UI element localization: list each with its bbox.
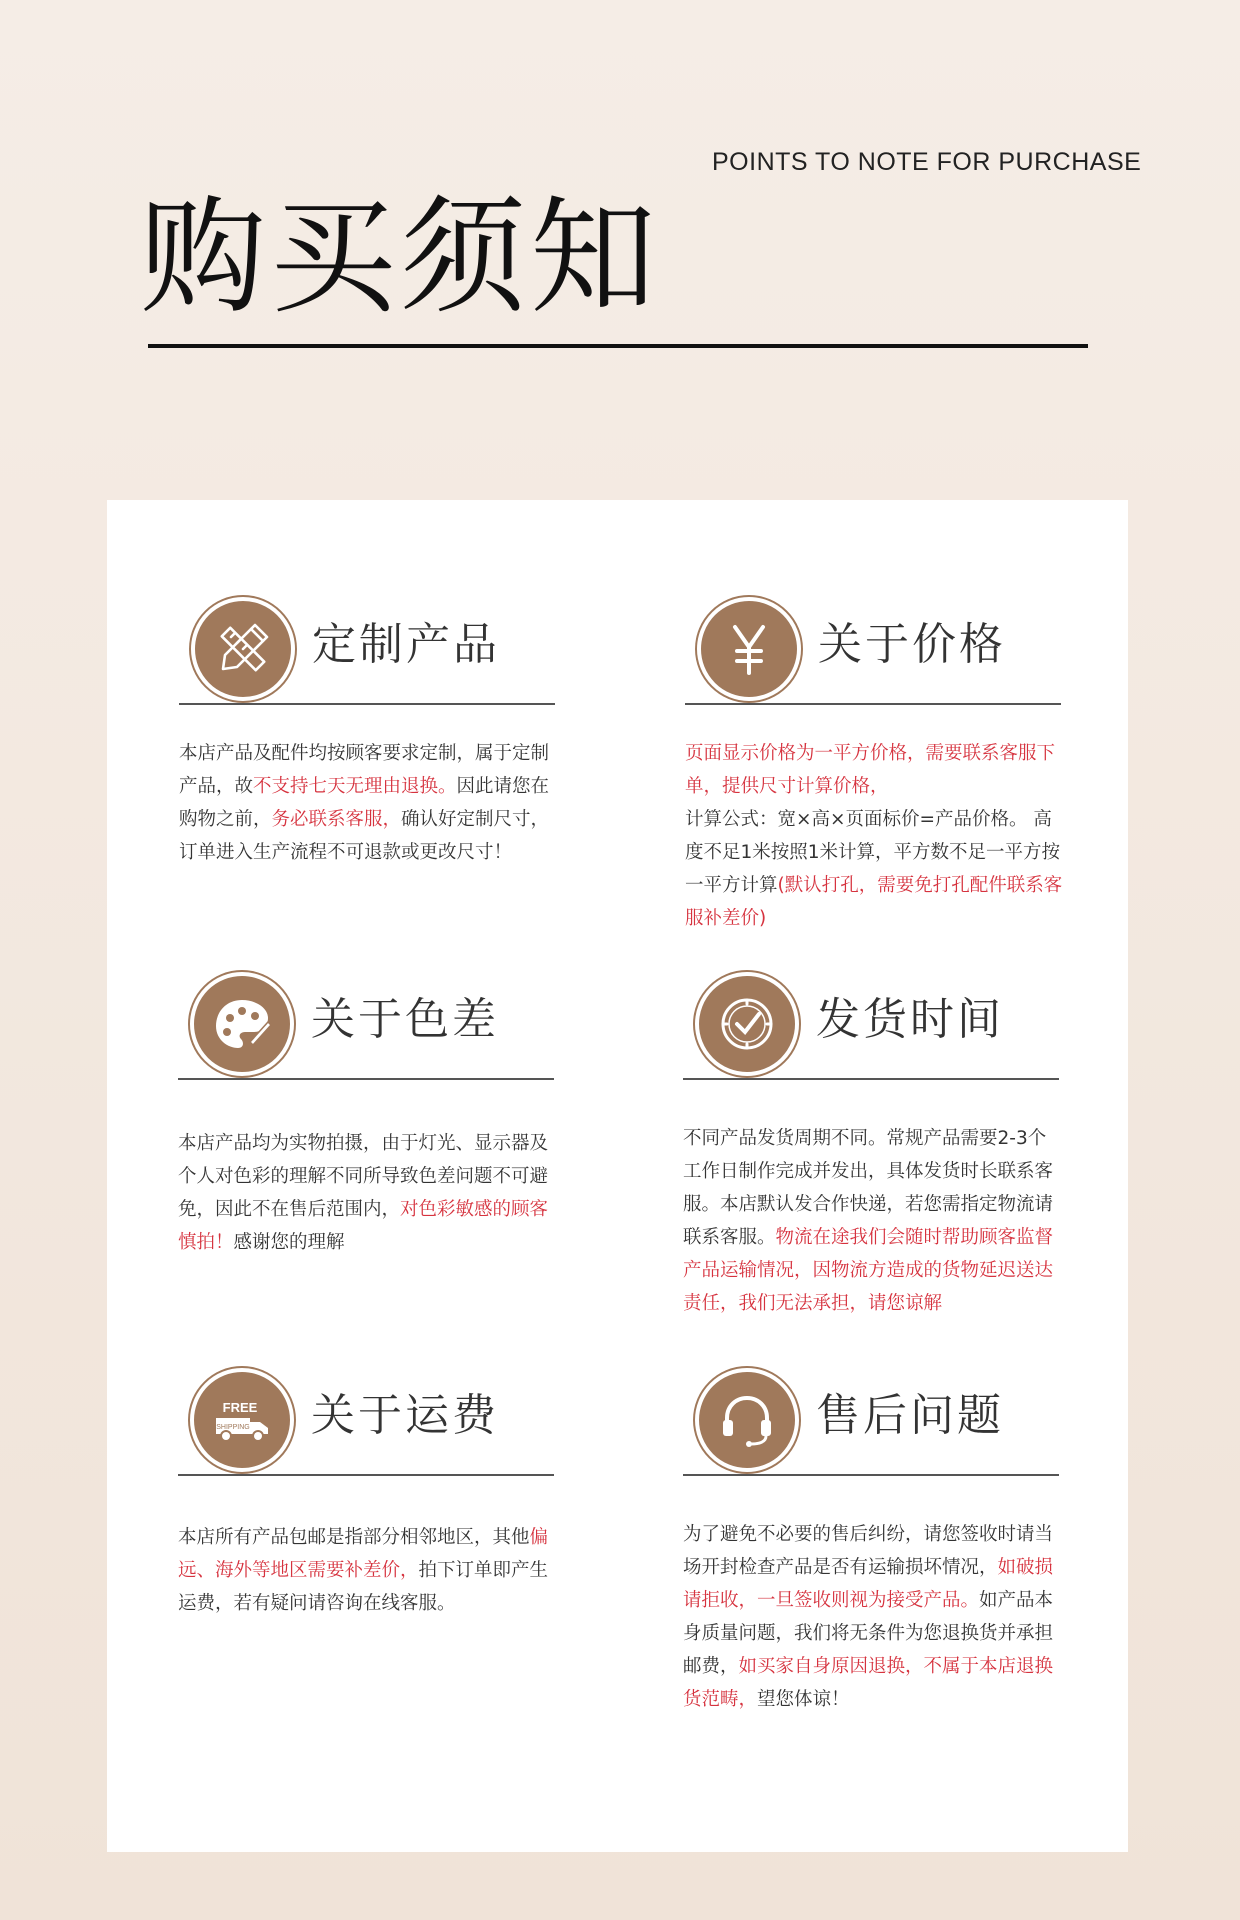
body-text: 本店产品及配件均按顾客要求定制，属于定制产品，故 <box>179 743 550 797</box>
clock-icon <box>695 972 799 1076</box>
title-divider <box>148 344 1088 348</box>
ruler-pencil-icon <box>191 597 295 701</box>
section-title: 关于色差 <box>311 994 499 1045</box>
body-text: 本店产品均为实物拍摄，由于灯光、显示器及个人对色彩的理解不同所导致色差问题不可避免，因此不在售后范围内， <box>178 1133 549 1220</box>
icon-label-free: FREE <box>222 1400 258 1415</box>
body-highlight: 如破损请拒收，一旦签收则视为接受产品。 <box>683 1557 1054 1611</box>
section-body <box>178 1127 558 1259</box>
body-highlight: (默认打孔，需要免打孔配件联系客服补差价) <box>685 875 1063 929</box>
section-body <box>683 1122 1063 1320</box>
section-title: 售后问题 <box>816 1390 1004 1441</box>
body-highlight: 偏远、海外等地区需要补差价， <box>178 1527 549 1581</box>
body-highlight: 物流在途我们会随时帮助顾客监督产品运输情况，因物流方造成的货物延迟送达责任，我们无法承担，请您谅解 <box>683 1227 1054 1314</box>
section-divider <box>683 1474 1059 1476</box>
section-title: 关于价格 <box>818 619 1006 670</box>
body-text: 不同产品发货周期不同。常规产品需要2-3个工作日制作完成并发出，具体发货时长联系客服。本店默认发合作快递，若您需指定物流请联系客服。 <box>683 1128 1054 1248</box>
icon-label-shipping: SHIPPING <box>216 1424 250 1431</box>
body-text: 本店所有产品包邮是指部分相邻地区，其他 <box>178 1527 530 1548</box>
section-body <box>178 1521 558 1620</box>
section-body <box>683 1518 1063 1716</box>
section-body <box>685 737 1065 935</box>
section-title: 发货时间 <box>816 994 1004 1045</box>
body-text: 感谢您的理解 <box>233 1232 345 1253</box>
english-subtitle: POINTS TO NOTE FOR PURCHASE <box>712 148 1142 176</box>
body-highlight: 如买家自身原因退换，不属于本店退换货范畴， <box>683 1656 1054 1710</box>
section-pricing <box>685 597 1075 929</box>
body-text: 为了避免不必要的售后纠纷，请您签收时请当场开封检查产品是否有运输损坏情况， <box>683 1524 1054 1578</box>
palette-icon <box>190 972 294 1076</box>
body-text: 计算公式：宽×高×页面标价=产品价格。 高度不足1米按照1米计算，平方数不足一平方按一平方计算 <box>685 809 1061 896</box>
body-highlight: 务必联系客服， <box>271 809 402 830</box>
section-divider <box>178 1078 554 1080</box>
headset-icon <box>695 1368 799 1472</box>
section-divider <box>179 703 555 705</box>
body-highlight: 页面显示价格为一平方价格，需要联系客服下单，提供尺寸计算价格， <box>685 743 1056 797</box>
section-shipping-fee <box>178 1368 568 1614</box>
section-custom-products <box>179 597 569 863</box>
body-highlight: 对色彩敏感的顾客慎拍！ <box>178 1199 549 1253</box>
section-divider <box>685 703 1061 705</box>
body-text: 确认好定制尺寸，订单进入生产流程不可退款或更改尺寸！ <box>179 809 550 863</box>
section-body <box>179 737 559 869</box>
notes-card <box>107 500 1128 1852</box>
section-divider <box>178 1474 554 1476</box>
section-title: 关于运费 <box>311 1390 499 1441</box>
section-shipping-time <box>683 972 1073 1314</box>
body-highlight: 不支持七天无理由退换。 <box>253 776 457 797</box>
section-divider <box>683 1078 1059 1080</box>
section-title: 定制产品 <box>312 619 500 670</box>
yen-icon <box>697 597 801 701</box>
body-text: 如产品本身质量问题，我们将无条件为您退换货并承担邮费， <box>683 1590 1054 1677</box>
body-text: 因此请您在购物之前， <box>179 776 550 830</box>
body-text: 拍下订单即产生运费，若有疑问请咨询在线客服。 <box>178 1560 549 1614</box>
page-title: 购买须知 <box>140 184 660 331</box>
free-shipping-truck-icon <box>190 1368 294 1472</box>
body-text: 望您体谅！ <box>757 1689 850 1710</box>
section-color-difference <box>178 972 568 1253</box>
section-after-sales <box>683 1368 1073 1710</box>
